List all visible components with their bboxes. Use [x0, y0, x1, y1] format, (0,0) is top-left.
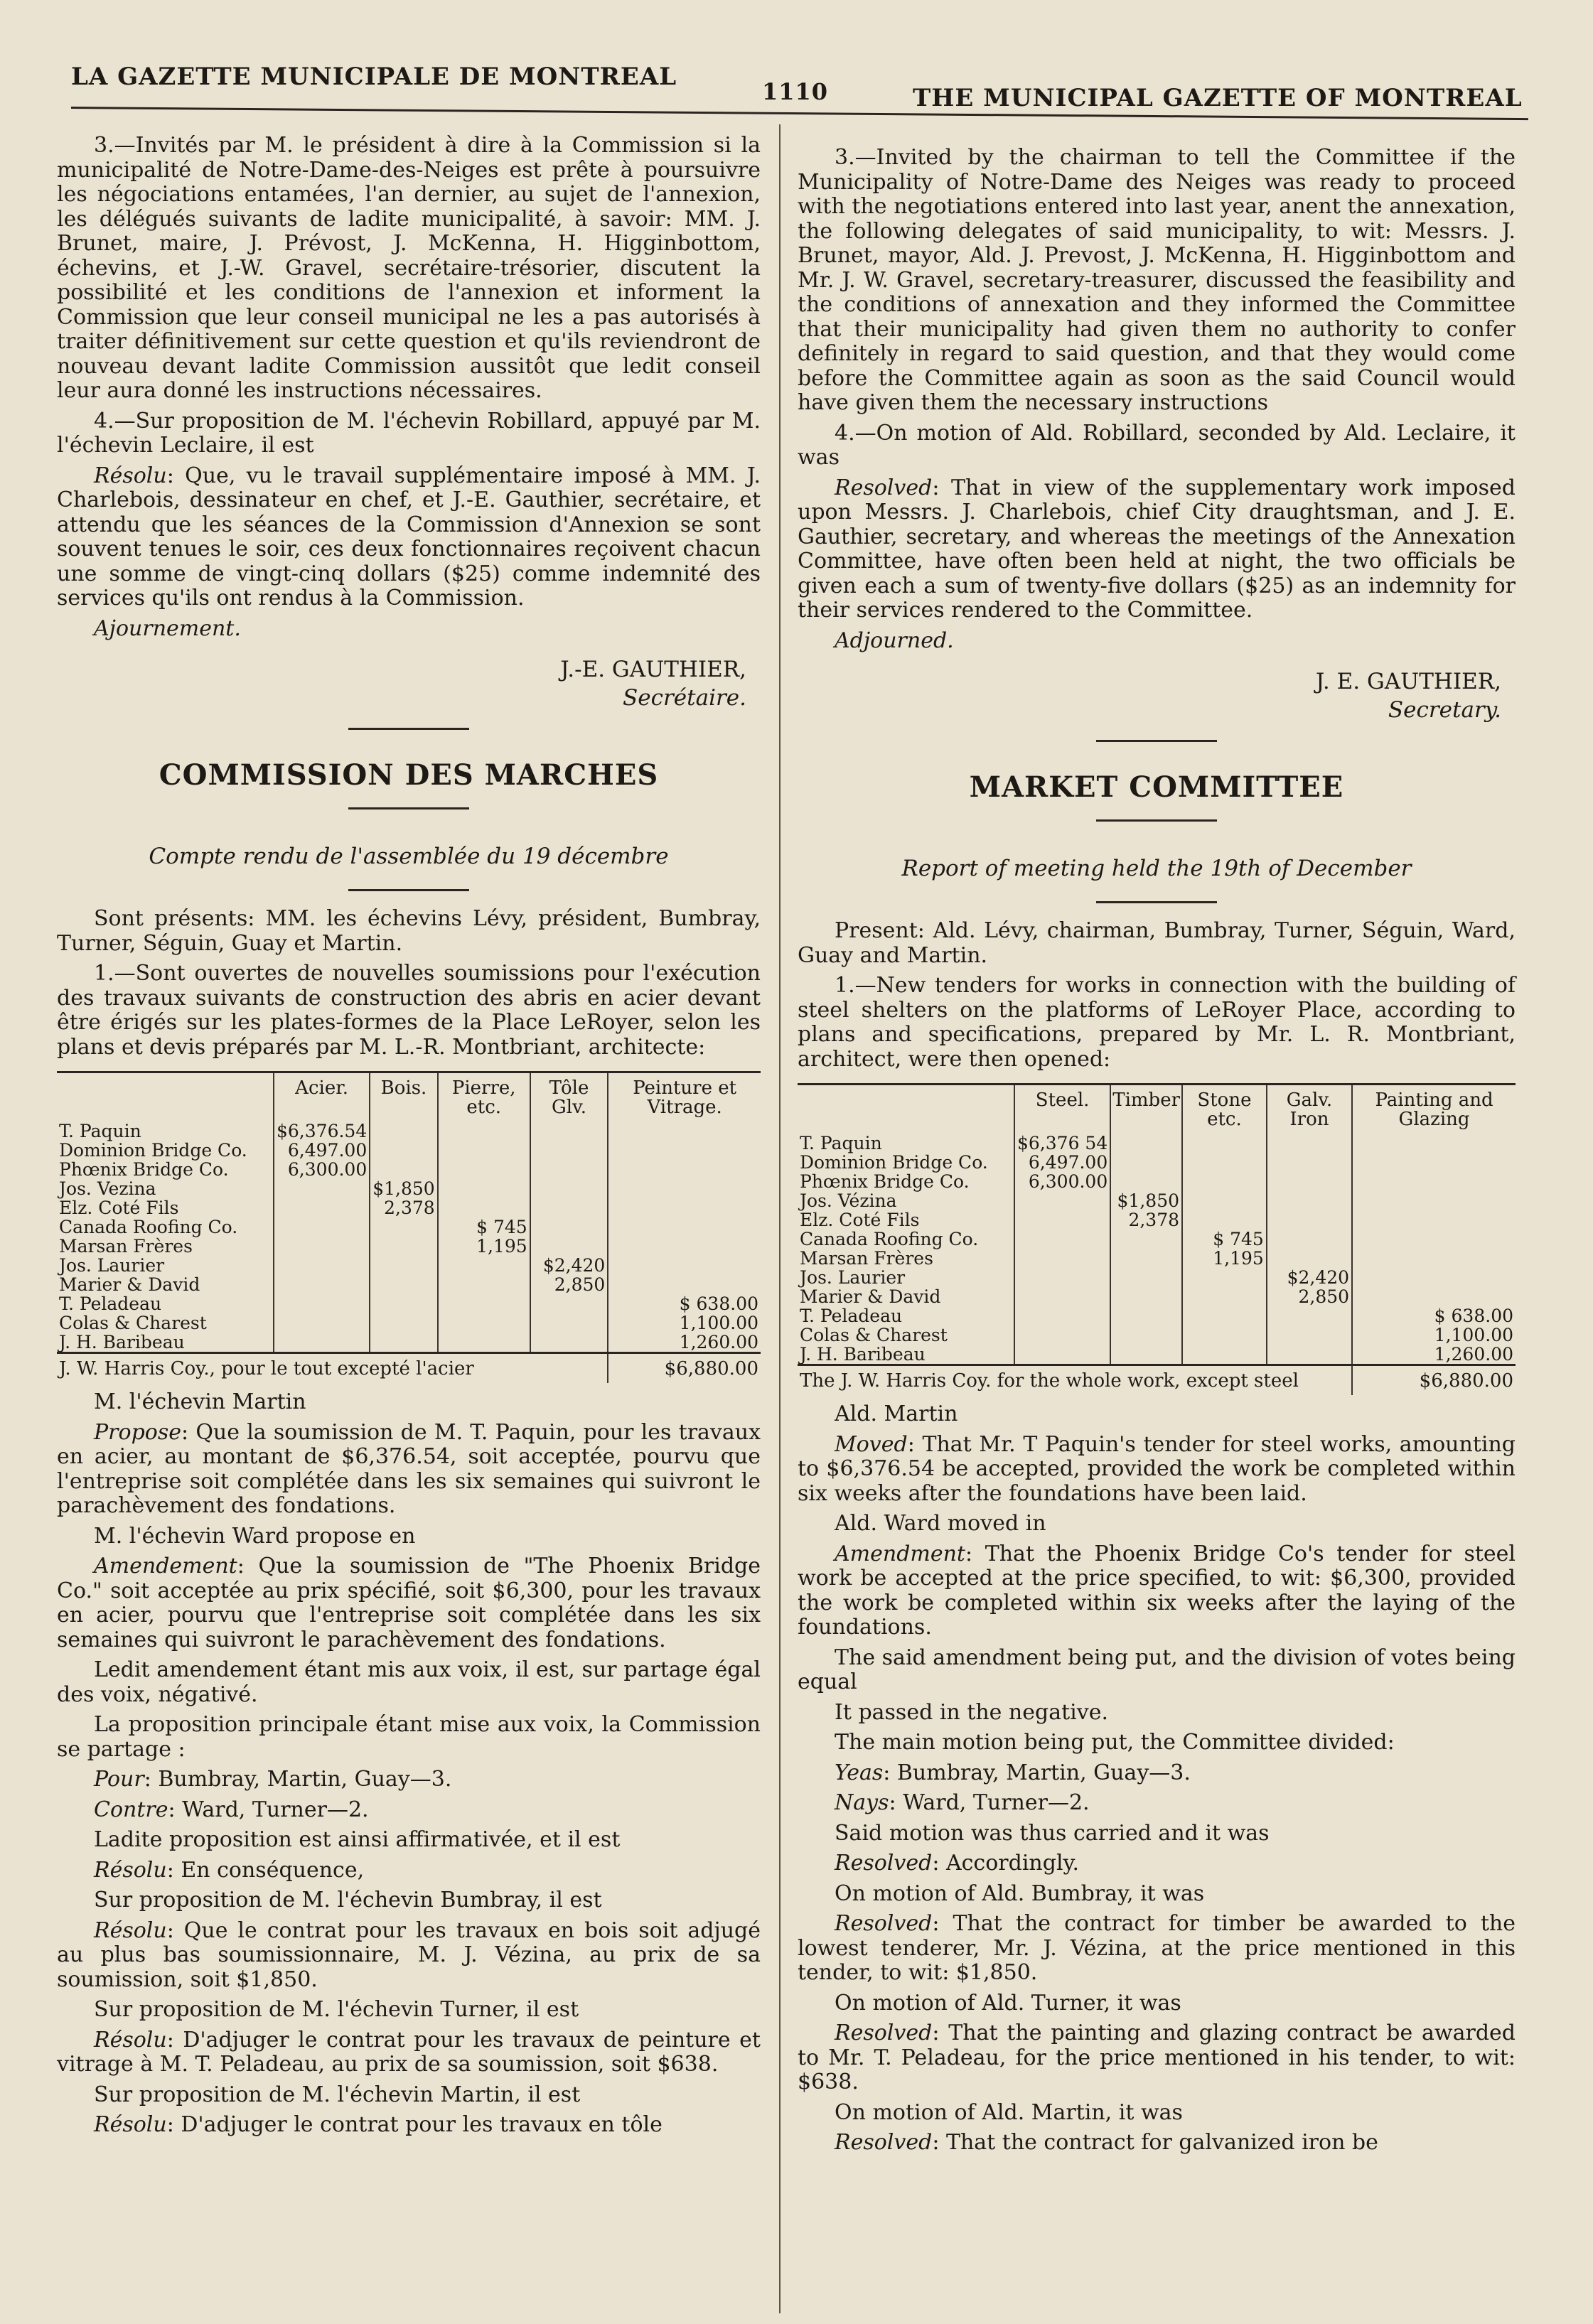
en-resolved-1	[798, 1851, 1516, 1876]
bid-cell	[1014, 1268, 1110, 1287]
tenderer-name: Jos. Vézina	[800, 1190, 897, 1211]
bid-cell: $6,376.54	[274, 1121, 370, 1141]
bid-cell	[1110, 1268, 1182, 1287]
fr-resolu-2-label: Résolu	[94, 1917, 167, 1943]
table-row	[57, 1313, 761, 1333]
table-row	[798, 1153, 1516, 1172]
fr-item-1: 1.—Sont ouvertes de nouvelles soumissions pour l'exécution des travaux suivants de construction des abris en acier devant être érigés sur les plates-formes de la Place LeRoyer, selon les plans et devis préparés par M. L.-R. Montbriant, architecte:	[57, 961, 761, 1060]
en-yeas-text: : Bumbray, Martin, Guay—3.	[883, 1760, 1191, 1785]
bid-cell	[370, 1217, 437, 1237]
en-amendment	[798, 1542, 1516, 1640]
bid-cell	[1352, 1287, 1516, 1306]
bid-cell	[1110, 1306, 1182, 1325]
fr-total-row	[57, 1353, 761, 1384]
en-item-4: 4.—On motion of Ald. Robillard, seconded by Ald. Leclaire, it was	[798, 420, 1516, 470]
bid-cell	[1352, 1230, 1516, 1249]
fr-turner: Sur proposition de M. l'échevin Turner, il est	[94, 1997, 579, 2022]
en-main-vote: The main motion being put, the Committee divided:	[835, 1730, 1395, 1755]
tenderer-name: Jos. Vezina	[59, 1178, 156, 1199]
bid-cell: 6,497.00	[1014, 1153, 1110, 1172]
en-resolved-3-label: Resolved	[835, 2021, 933, 2045]
bid-cell	[438, 1160, 530, 1179]
tenderer-name: Dominion Bridge Co.	[59, 1140, 247, 1161]
bid-cell: 1,260.00	[608, 1333, 761, 1353]
bid-cell	[370, 1294, 437, 1313]
bid-cell: 2,378	[370, 1198, 437, 1217]
bid-cell	[274, 1179, 370, 1198]
bid-cell	[1110, 1287, 1182, 1306]
en-tenders-table	[798, 1083, 1516, 1395]
en-adjournment-text: Adjourned.	[835, 628, 954, 653]
fr-ward: M. l'échevin Ward propose en	[94, 1523, 416, 1549]
en-adjournment	[798, 629, 1516, 654]
en-nays	[798, 1791, 1516, 1816]
en-resolution	[798, 476, 1516, 623]
bid-cell: 2,850	[1267, 1287, 1352, 1306]
tenderer-name: T. Peladeau	[59, 1293, 162, 1314]
table-row	[798, 1210, 1516, 1230]
bid-cell	[1182, 1268, 1267, 1287]
fr-divider-2	[348, 807, 469, 809]
tenderer-name: Phœnix Bridge Co.	[800, 1171, 970, 1192]
en-resolved-1-text: : Accordingly.	[932, 1851, 1080, 1876]
bid-cell	[274, 1237, 370, 1256]
fr-resolution-text: : Que, vu le travail supplémentaire imposé à MM. J. Charlebois, dessinateur en chef, et J.-E. Gauthier, secrétaire, et attendu que les séances de la Commission d'Annexion se sont souvent tenues le soir, ces deux fonctionnaires reçoivent chacun une somme de vingt-cinq dollars ($25) comme indemnité des services qu'ils ont rendus à la Commission.	[57, 463, 761, 610]
bid-cell	[1014, 1249, 1110, 1268]
bid-cell	[1182, 1325, 1267, 1345]
bid-cell: $6,376 54	[1014, 1134, 1110, 1153]
fr-martin-2: Sur proposition de M. l'échevin Martin, il est	[94, 2082, 581, 2107]
bid-cell	[1110, 1345, 1182, 1365]
bid-cell	[1267, 1345, 1352, 1365]
fr-propose-label: Propose	[94, 1419, 182, 1445]
bid-cell	[1182, 1172, 1267, 1191]
tenderer-name: Elz. Coté Fils	[59, 1198, 179, 1218]
bid-cell	[1014, 1306, 1110, 1325]
bid-cell	[608, 1160, 761, 1179]
fr-col-header: Peinture et Vitrage.	[608, 1072, 761, 1122]
bid-cell	[438, 1141, 530, 1160]
bid-cell	[530, 1313, 608, 1333]
tenderer-name: Canada Roofing Co.	[59, 1217, 238, 1237]
bid-cell	[1014, 1287, 1110, 1306]
fr-resolu-3-text: : D'adjuger le contrat pour les travaux de peinture et vitrage à M. T. Peladeau, au prix de sa soumission, soit $638.	[57, 2027, 761, 2077]
table-row	[57, 1160, 761, 1179]
bid-cell	[438, 1256, 530, 1275]
tenderer-name: Colas & Charest	[800, 1325, 948, 1345]
bid-cell	[530, 1179, 608, 1198]
en-col-header: Steel.	[1014, 1085, 1110, 1134]
bid-cell	[530, 1237, 608, 1256]
fr-resolu-label: Résolu	[94, 463, 167, 488]
bid-cell	[274, 1217, 370, 1237]
english-column	[798, 146, 1516, 2161]
bid-cell	[438, 1198, 530, 1217]
fr-item-3: 3.—Invités par M. le président à dire à la Commission si la municipalité de Notre-Dame-des-Neiges est prête à poursuivre les négociations entamées, l'an dernier, au sujet de l'annexion, les délégués suivants de ladite municipalité, à savoir: MM. J. Brunet, maire, J. Prévost, J. McKenna, H. Higginbottom, échevins, et J.-W. Gravel, secrétaire-trésorier, discutent la possibilité et les conditions de l'annexion et informent la Commission que leur conseil municipal ne les a pas autorisés à traiter définitivement sur cette question et qu'ils reviendront de nouveau devant ladite Commission aussitôt que ledit conseil leur aura donné les instructions nécessaires.	[57, 133, 761, 403]
bid-cell	[1352, 1134, 1516, 1153]
table-row	[57, 1333, 761, 1353]
bid-cell: 2,850	[530, 1275, 608, 1294]
bid-cell	[1014, 1191, 1110, 1210]
fr-pour-label: Pour	[94, 1767, 144, 1792]
tenderer-name: T. Paquin	[59, 1121, 141, 1141]
bid-cell	[1352, 1153, 1516, 1172]
fr-adjournment	[57, 617, 761, 642]
en-signature-name: J. E. GAUTHIER,	[1315, 669, 1501, 694]
bid-cell	[1110, 1134, 1182, 1153]
table-row	[57, 1121, 761, 1141]
bid-cell: $1,850	[1110, 1191, 1182, 1210]
bid-cell	[1110, 1172, 1182, 1191]
bid-cell	[370, 1160, 437, 1179]
table-row	[798, 1134, 1516, 1153]
bid-cell: 1,195	[438, 1237, 530, 1256]
bid-cell	[370, 1121, 437, 1141]
header-english-title: THE MUNICIPAL GAZETTE OF MONTREAL	[913, 84, 1523, 112]
en-resolved-4-label: Resolved	[835, 2130, 933, 2155]
bid-cell	[1182, 1345, 1267, 1365]
table-row	[798, 1345, 1516, 1365]
en-resolved-4-text: : That the contract for galvanized iron be	[932, 2130, 1378, 2155]
bid-cell: 6,497.00	[274, 1141, 370, 1160]
table-row	[57, 1256, 761, 1275]
table-row	[57, 1198, 761, 1217]
en-item-3: 3.—Invited by the chairman to tell the Committee if the Municipality of Notre-Dame des Neiges was ready to proceed with the negotiations entered into last year, anent the annexation, the following delegates of said municipality, to wit: Messrs. J. Brunet, mayor, Ald. J. Prevost, J. McKenna, H. Higginbottom and Mr. J. W. Gravel, secretary-treasurer, discussed the feasibility and the conditions of annexation and they informed the Committee that their municipality had given them no authority to confer definitely in regard to said question, and that they would come before the Committee again as soon as the said Council would have given them the necessary instructions	[798, 145, 1516, 415]
bid-cell	[438, 1333, 530, 1353]
bid-cell	[370, 1275, 437, 1294]
tenderer-name: Canada Roofing Co.	[800, 1229, 979, 1249]
bid-cell	[274, 1313, 370, 1333]
table-row	[798, 1325, 1516, 1345]
page-number: 1110	[762, 78, 829, 105]
header-french-title: LA GAZETTE MUNICIPALE DE MONTREAL	[71, 63, 677, 91]
fr-signature-title: Secrétaire.	[623, 685, 746, 711]
fr-bumbray: Sur proposition de M. l'échevin Bumbray, il est	[94, 1888, 602, 1913]
en-resolved-2	[798, 1912, 1516, 1986]
tenderer-name: Phœnix Bridge Co.	[59, 1159, 229, 1180]
en-col-header: Stone etc.	[1182, 1085, 1267, 1134]
en-carried: Said motion was thus carried and it was	[835, 1820, 1270, 1846]
bid-cell	[1182, 1210, 1267, 1230]
fr-table-header	[57, 1072, 761, 1122]
en-amendment-label: Amendment	[835, 1541, 965, 1566]
bid-cell	[608, 1121, 761, 1141]
fr-resolu-2	[57, 1919, 761, 1993]
fr-pour-text: : Bumbray, Martin, Guay—3.	[144, 1767, 452, 1792]
bid-cell: $ 745	[1182, 1230, 1267, 1249]
fr-resolu-1-text: : En conséquence,	[166, 1857, 365, 1883]
bid-cell: $ 638.00	[1352, 1306, 1516, 1325]
bid-cell	[1182, 1134, 1267, 1153]
bid-cell	[438, 1179, 530, 1198]
bid-cell	[530, 1294, 608, 1313]
bid-cell	[1267, 1306, 1352, 1325]
en-ward: Ald. Ward moved in	[835, 1511, 1046, 1536]
en-col-header: Painting and Glazing	[1352, 1085, 1516, 1134]
bid-cell	[608, 1217, 761, 1237]
bid-cell	[530, 1217, 608, 1237]
en-resolved-3-text: : That the painting and glazing contract be awarded to Mr. T. Peladeau, for the price mentioned in his tender, to wit: $638.	[798, 2021, 1516, 2094]
bid-cell	[1182, 1191, 1267, 1210]
bid-cell	[608, 1198, 761, 1217]
bid-cell	[1352, 1172, 1516, 1191]
bid-cell	[438, 1275, 530, 1294]
bid-cell	[1267, 1172, 1352, 1191]
fr-col-header: Bois.	[370, 1072, 437, 1122]
tenderer-name: T. Peladeau	[800, 1306, 903, 1326]
bid-cell: 1,260.00	[1352, 1345, 1516, 1365]
fr-resolu-4-text: : D'adjuger le contrat pour les travaux en tôle	[166, 2112, 663, 2137]
en-table-header	[798, 1085, 1516, 1134]
bid-cell	[274, 1294, 370, 1313]
bid-cell	[1110, 1230, 1182, 1249]
table-row	[798, 1306, 1516, 1325]
table-row	[798, 1230, 1516, 1249]
bid-cell: $ 745	[438, 1217, 530, 1237]
en-total-value: $6,880.00	[1352, 1365, 1516, 1396]
fr-resolu-2-text: : Que le contrat pour les travaux en bois soit adjugé au plus bas soumissionnaire, M. J. Vézina, au prix de sa soumission, soit $1,850.	[57, 1917, 761, 1992]
bid-cell: 1,100.00	[608, 1313, 761, 1333]
fr-amendment-label: Amendement	[94, 1554, 237, 1578]
bid-cell	[1267, 1249, 1352, 1268]
fr-contre	[57, 1798, 761, 1823]
bid-cell	[370, 1333, 437, 1353]
en-resolved-3	[798, 2021, 1516, 2095]
tenderer-name: Elz. Coté Fils	[800, 1210, 920, 1230]
fr-main-vote: La proposition principale étant mise aux voix, la Commission se partage :	[57, 1712, 761, 1762]
table-row	[798, 1191, 1516, 1210]
bid-cell	[1182, 1153, 1267, 1172]
tenderer-name: Marsan Frères	[800, 1248, 933, 1269]
fr-contre-label: Contre	[94, 1797, 168, 1822]
en-total-row	[798, 1365, 1516, 1396]
bid-cell	[274, 1333, 370, 1353]
en-martin-2: On motion of Ald. Martin, it was	[835, 2099, 1183, 2125]
bid-cell	[1352, 1249, 1516, 1268]
fr-resolu-3	[57, 2028, 761, 2077]
bid-cell: 6,300.00	[274, 1160, 370, 1179]
en-resolution-text: : That in view of the supplementary work imposed upon Messrs. J. Charlebois, chief City draughtsman, and J. E. Gauthier, secretary, and whereas the meetings of the Annexation Committee, have often been held at night, the two officials be given each a sum of twenty-five dollars ($25) as an indemnity for their services rendered to the Committee.	[798, 475, 1516, 623]
bid-cell: $ 638.00	[608, 1294, 761, 1313]
fr-col-header: Tôle Glv.	[530, 1072, 608, 1122]
bid-cell	[1267, 1134, 1352, 1153]
column-divider	[779, 124, 781, 2313]
bid-cell	[274, 1198, 370, 1217]
en-section-title: MARKET COMMITTEE	[969, 770, 1344, 804]
en-resolved-2-label: Resolved	[835, 1911, 933, 1936]
bid-cell	[370, 1237, 437, 1256]
bid-cell	[1110, 1325, 1182, 1345]
tenderer-name: Marier & David	[800, 1286, 941, 1307]
bid-cell	[530, 1333, 608, 1353]
tenderer-name: J. H. Baribeau	[800, 1344, 926, 1365]
fr-resolu-1-label: Résolu	[94, 1857, 167, 1883]
bid-cell	[274, 1256, 370, 1275]
bid-cell: 6,300.00	[1014, 1172, 1110, 1191]
bid-cell	[1014, 1230, 1110, 1249]
bid-cell	[530, 1121, 608, 1141]
fr-amendment-text: : Que la soumission de "The Phoenix Bridge Co." soit acceptée au prix spécifié, soit $6,300, pour les travaux en acier, pourvu que l'entreprise soit complétée dans les six semaines qui suivront le parachèvement des fondations.	[57, 1554, 761, 1652]
en-divider-3	[1096, 901, 1217, 903]
bid-cell	[608, 1275, 761, 1294]
table-row	[798, 1172, 1516, 1191]
fr-resolution	[57, 464, 761, 611]
tenderer-name: Marier & David	[59, 1274, 200, 1295]
en-moved	[798, 1433, 1516, 1507]
bid-cell	[1267, 1230, 1352, 1249]
fr-amendment	[57, 1554, 761, 1652]
en-martin: Ald. Martin	[835, 1402, 958, 1426]
en-amendment-text: : That the Phoenix Bridge Co's tender for steel work be accepted at the price specified, to wit: $6,300, provided the work be completed within six weeks after the laying of the foundations.	[798, 1541, 1516, 1640]
en-yeas	[798, 1761, 1516, 1786]
tenderer-name: T. Paquin	[800, 1133, 882, 1153]
bid-cell	[438, 1121, 530, 1141]
bid-cell	[608, 1237, 761, 1256]
fr-pour	[57, 1768, 761, 1792]
en-divider-2	[1096, 819, 1217, 822]
en-resolved-2-text: : That the contract for timber be awarded to the lowest tenderer, Mr. J. Vézina, at the price mentioned in this tender, to wit: $1,850.	[798, 1911, 1516, 1985]
fr-signature-name: J.-E. GAUTHIER,	[560, 657, 746, 682]
bid-cell	[608, 1141, 761, 1160]
fr-divider-1	[348, 728, 469, 730]
bid-cell	[1267, 1325, 1352, 1345]
en-total-label: The J. W. Harris Coy. for the whole work, except steel	[798, 1365, 1352, 1396]
bid-cell: 1,100.00	[1352, 1325, 1516, 1345]
en-amendment-vote: The said amendment being put, and the division of votes being equal	[798, 1645, 1516, 1694]
en-moved-label: Moved	[835, 1431, 908, 1457]
en-nays-label: Nays	[835, 1790, 889, 1815]
fr-propose-text: : Que la soumission de M. T. Paquin, pour les travaux en acier, au montant de $6,376.54, soit acceptée, pourvu que l'entreprise soit complétée dans les six semaines qui suivront le parachèvement des fondations.	[57, 1419, 761, 1518]
fr-carried: Ladite proposition est ainsi affirmativée, et il est	[94, 1827, 621, 1852]
bid-cell	[1014, 1210, 1110, 1230]
fr-resolu-1	[57, 1858, 761, 1883]
en-resolved-4	[798, 2131, 1516, 2156]
table-row	[57, 1179, 761, 1198]
bid-cell: 1,195	[1182, 1249, 1267, 1268]
bid-cell: $2,420	[1267, 1268, 1352, 1287]
tenderer-name: Jos. Laurier	[59, 1255, 165, 1276]
en-yeas-label: Yeas	[835, 1760, 884, 1785]
fr-tenders-table	[57, 1071, 761, 1383]
en-divider-1	[1096, 740, 1217, 742]
table-row	[798, 1249, 1516, 1268]
bid-cell	[1352, 1210, 1516, 1230]
fr-contre-text: : Ward, Turner—2.	[168, 1797, 369, 1822]
bid-cell	[1267, 1153, 1352, 1172]
fr-col-header: Pierre, etc.	[438, 1072, 530, 1122]
bid-cell	[1267, 1210, 1352, 1230]
bid-cell	[1182, 1306, 1267, 1325]
bid-cell	[370, 1141, 437, 1160]
bid-cell	[1267, 1191, 1352, 1210]
fr-resolu-3-label: Résolu	[94, 2027, 167, 2053]
tenderer-name: Jos. Laurier	[800, 1267, 906, 1288]
bid-cell	[274, 1275, 370, 1294]
en-present: Present: Ald. Lévy, chairman, Bumbray, Turner, Séguin, Ward, Guay and Martin.	[798, 918, 1516, 968]
fr-adjournment-text: Ajournement.	[94, 615, 241, 641]
bid-cell	[438, 1294, 530, 1313]
fr-section-subtitle: Compte rendu de l'assemblée du 19 décembre	[149, 844, 669, 869]
bid-cell	[608, 1256, 761, 1275]
table-row	[57, 1294, 761, 1313]
en-signature	[798, 667, 1501, 724]
en-negative: It passed in the negative.	[835, 1699, 1108, 1725]
bid-cell: 2,378	[1110, 1210, 1182, 1230]
table-row	[57, 1275, 761, 1294]
en-bumbray: On motion of Ald. Bumbray, it was	[835, 1881, 1205, 1906]
fr-signature	[57, 655, 746, 712]
fr-propose	[57, 1421, 761, 1519]
en-item-1: 1.—New tenders for works in connection with the building of steel shelters on the platforms of LeRoyer Place, according to plans and specifications, prepared by Mr. L. R. Montbriant, architect, were then opened:	[798, 973, 1516, 1072]
fr-present: Sont présents: MM. les échevins Lévy, président, Bumbray, Turner, Séguin, Guay et Martin.	[57, 906, 761, 956]
bid-cell	[1352, 1268, 1516, 1287]
en-moved-text: : That Mr. T Paquin's tender for steel works, amounting to $6,376.54 be accepted, provided the work be completed within six weeks after the foundations have been laid.	[798, 1431, 1516, 1506]
en-turner: On motion of Ald. Turner, it was	[835, 1990, 1181, 2016]
en-section-subtitle: Report of meeting held the 19th of December	[901, 856, 1412, 881]
table-row	[57, 1217, 761, 1237]
en-col-header: Galv. Iron	[1267, 1085, 1352, 1134]
bid-cell	[1014, 1345, 1110, 1365]
fr-total-value: $6,880.00	[608, 1353, 761, 1384]
fr-resolu-4-label: Résolu	[94, 2112, 167, 2137]
en-col-header: Timber	[1110, 1085, 1182, 1134]
bid-cell: $2,420	[530, 1256, 608, 1275]
tenderer-name: Dominion Bridge Co.	[800, 1152, 988, 1173]
bid-cell	[608, 1179, 761, 1198]
bid-cell: $1,850	[370, 1179, 437, 1198]
fr-resolu-4	[57, 2113, 761, 2138]
fr-divider-3	[348, 889, 469, 891]
bid-cell	[370, 1313, 437, 1333]
bid-cell	[530, 1198, 608, 1217]
bid-cell	[1014, 1325, 1110, 1345]
table-row	[798, 1268, 1516, 1287]
bid-cell	[1110, 1249, 1182, 1268]
fr-total-label: J. W. Harris Coy., pour le tout excepté l'acier	[57, 1353, 608, 1384]
table-row	[798, 1287, 1516, 1306]
table-row	[57, 1237, 761, 1256]
fr-col-header: Acier.	[274, 1072, 370, 1122]
bid-cell	[438, 1313, 530, 1333]
french-column	[57, 134, 761, 2143]
bid-cell	[530, 1141, 608, 1160]
tenderer-name: Colas & Charest	[59, 1313, 207, 1333]
tenderer-name: Marsan Frères	[59, 1236, 193, 1257]
tenderer-name: J. H. Baribeau	[59, 1332, 185, 1352]
en-resolved-1-label: Resolved	[835, 1851, 933, 1876]
fr-item-4: 4.—Sur proposition de M. l'échevin Robillard, appuyé par M. l'échevin Leclaire, il est	[57, 408, 761, 458]
en-signature-title: Secretary.	[1388, 697, 1501, 723]
bid-cell	[530, 1160, 608, 1179]
bid-cell	[1352, 1191, 1516, 1210]
en-resolved-label: Resolved	[835, 475, 933, 500]
table-row	[57, 1141, 761, 1160]
bid-cell	[370, 1256, 437, 1275]
fr-section-title: COMMISSION DES MARCHES	[159, 758, 659, 792]
bid-cell	[1182, 1287, 1267, 1306]
fr-martin: M. l'échevin Martin	[94, 1389, 306, 1414]
bid-cell	[1110, 1153, 1182, 1172]
fr-amendment-vote: Ledit amendement étant mis aux voix, il est, sur partage égal des voix, négativé.	[57, 1657, 761, 1707]
en-nays-text: : Ward, Turner—2.	[889, 1790, 1090, 1815]
